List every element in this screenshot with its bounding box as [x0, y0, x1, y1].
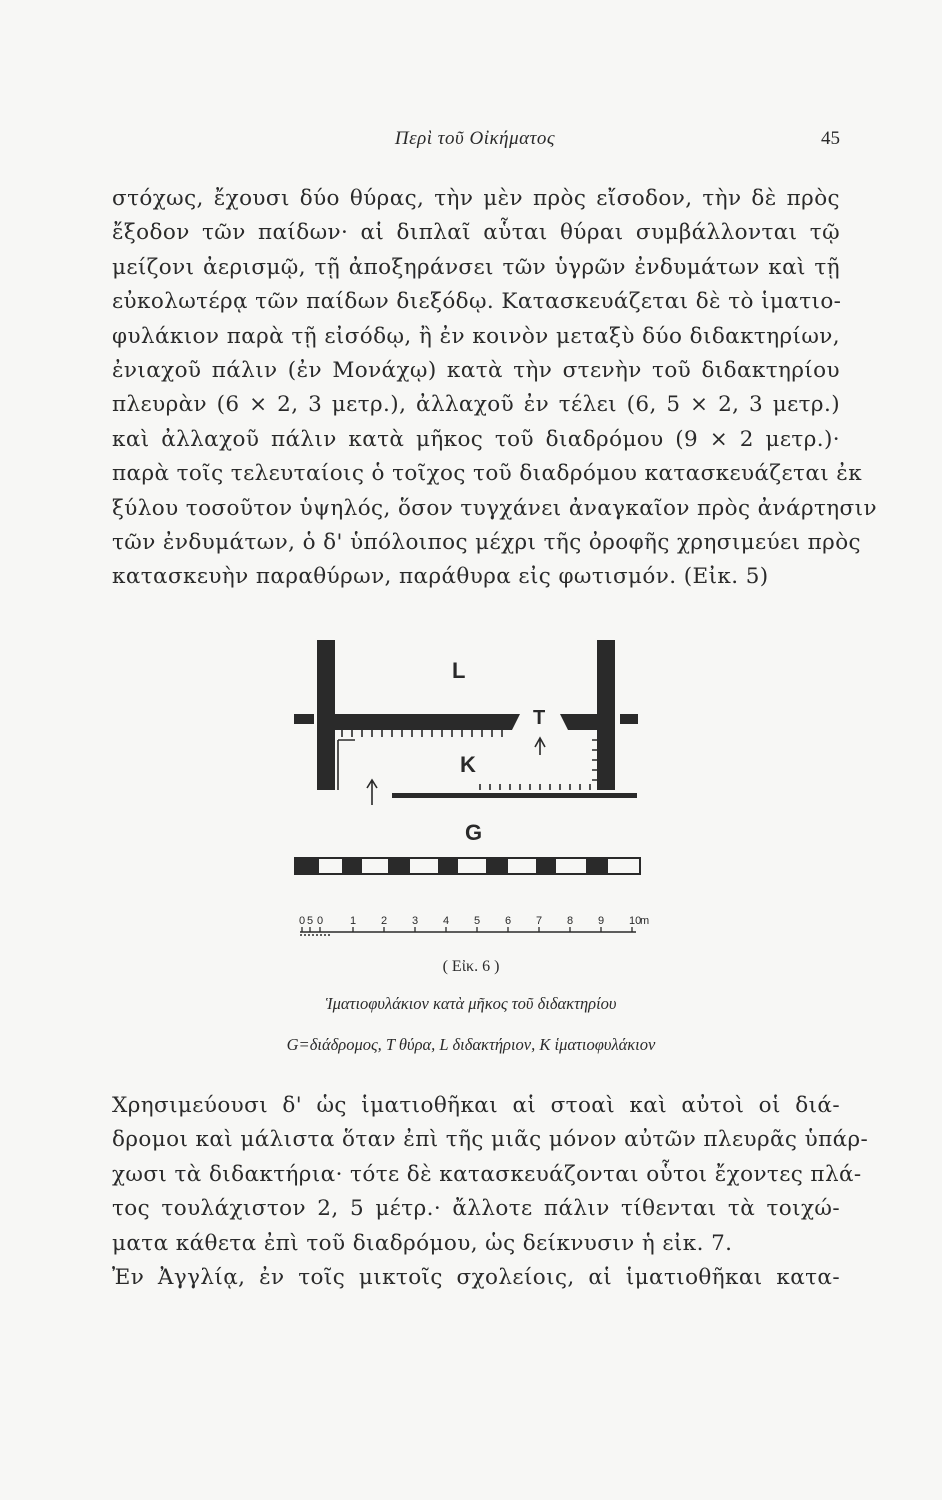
scale-tick-label: 10 — [629, 915, 642, 927]
text-line: ματα κάθετα ἐπὶ τοῦ διαδρόμου, ὡς δείκνυσιν ἡ εἰκ. 7. — [112, 1230, 733, 1256]
figure-number: ( Εἰκ. 6 ) — [442, 958, 500, 975]
text-line: εὐκολωτέρᾳ τῶν παίδων διεξόδῳ. Κατασκευάζεται δὲ τὸ ἱματιο- — [112, 289, 842, 315]
text-line: παρὰ τοῖς τελευταίοις ὁ τοῖχος τοῦ διαδρόμου κατασκευάζεται ἐκ — [112, 461, 863, 487]
text-line: καὶ ἀλλαχοῦ πάλιν κατὰ μῆκος τοῦ διαδρόμου (9 × 2 μετρ.)· — [112, 426, 840, 452]
text-line: ἐνιαχοῦ πάλιν (ἐν Μονάχῳ) κατὰ τὴν στενὴν τοῦ διδακτηρίου — [112, 357, 840, 383]
paragraph-2 — [112, 1089, 869, 1295]
text-line: Ἐν Ἀγγλίᾳ, ἐν τοῖς μικτοῖς σχολείοις, αἱ ἱματιοθῆκαι κατα- — [112, 1264, 840, 1290]
scale-tick-label: 8 — [567, 915, 574, 927]
left-wall-flange — [294, 714, 314, 724]
scale-tick-label: 5 — [307, 915, 314, 927]
label-K: K — [460, 752, 476, 777]
text-line: πλευρὰν (6 × 2, 3 μετρ.), ἀλλαχοῦ ἐν τέλει (6, 5 × 2, 3 μετρ.) — [112, 392, 840, 418]
text-line: κατασκευὴν παραθύρων, παράθυρα εἰς φωτισμόν. (Εἰκ. 5) — [112, 564, 769, 590]
label-L: L — [452, 658, 466, 683]
text-line: στόχως, ἔχουσι δύο θύρας, τὴν μὲν πρὸς εἴσοδον, τὴν δὲ πρὸς — [112, 186, 840, 211]
running-title: Περὶ τοῦ Οἰκήματος — [394, 128, 556, 149]
scale-tick-label: 0 — [317, 915, 324, 927]
scale-tick-label: 3 — [412, 915, 419, 927]
text-line: μείζονι ἀερισμῷ, τῇ ἀποξηράνσει τῶν ὑγρῶν ἐνδυμάτων καὶ τῇ — [112, 254, 840, 280]
text-line: τῶν ἐνδυμάτων, ὁ δ' ὑπόλοιπος μέχρι τῆς ὀροφῆς χρησιμεύει πρὸς — [112, 529, 861, 555]
cloakroom-figure — [280, 630, 680, 950]
corridor-floor — [392, 793, 637, 798]
figure-caption-title: Ἱματιοφυλάκιον κατὰ μῆκος τοῦ διδακτηρίου — [325, 994, 617, 1013]
running-head — [110, 128, 840, 156]
cloakroom-diagram — [280, 630, 680, 950]
right-wall-flange — [620, 714, 638, 724]
scale-tick-label: 7 — [536, 915, 543, 927]
scale-tick-label: 2 — [381, 915, 388, 927]
right-wall — [597, 640, 615, 790]
figure-caption-legend: G=διάδρομος, T θύρα, L διδακτήριον, K ἱματιοφυλάκιον — [286, 1035, 656, 1054]
text-line: Χρησιμεύουσι δ' ὡς ἱματιοθῆκαι αἱ στοαὶ καὶ αὐτοὶ οἱ διά- — [112, 1093, 840, 1118]
page-number: 45 — [821, 128, 840, 149]
label-T: T — [533, 707, 546, 729]
scale-bar — [299, 915, 649, 935]
text-line: χωσι τὰ διδακτήρια· τότε δὲ κατασκευάζονται οὗτοι ἔχοντες πλά- — [112, 1161, 862, 1187]
scale-tick-label: 0 — [299, 915, 306, 927]
scale-unit-label: m — [640, 915, 650, 927]
text-line: τος τουλάχιστον 2, 5 μέτρ.· ἄλλοτε πάλιν τίθενται τὰ τοιχώ- — [112, 1196, 840, 1222]
scale-tick-label: 9 — [598, 915, 605, 927]
text-line: φυλάκιον παρὰ τῇ εἰσόδῳ, ἢ ἐν κοινὸν μεταξὺ δύο διδακτηρίων, — [112, 323, 840, 349]
left-wall — [317, 640, 335, 790]
label-G: G — [465, 820, 483, 845]
upper-beam-left — [335, 714, 520, 730]
upper-beam-right — [560, 714, 597, 730]
scale-tick-label: 5 — [474, 915, 481, 927]
scale-tick-label: 1 — [350, 915, 357, 927]
text-line: ἔξοδον τῶν παίδων· αἱ διπλαῖ αὗται θύραι συμβάλλονται τῷ — [112, 220, 840, 246]
scale-tick-label: 6 — [505, 915, 512, 927]
text-line: δρομοι καὶ μάλιστα ὅταν ἐπὶ τῆς μιᾶς μόνον αὐτῶν πλευρᾶς ὑπάρ- — [112, 1127, 869, 1153]
text-line: ξύλου τοσοῦτον ὑψηλός, ὅσον τυγχάνει ἀναγκαῖον πρὸς ἀνάρτησιν — [112, 495, 877, 521]
paragraph-1 — [112, 182, 877, 595]
lower-wall — [295, 858, 640, 874]
scale-tick-label: 4 — [443, 915, 450, 927]
